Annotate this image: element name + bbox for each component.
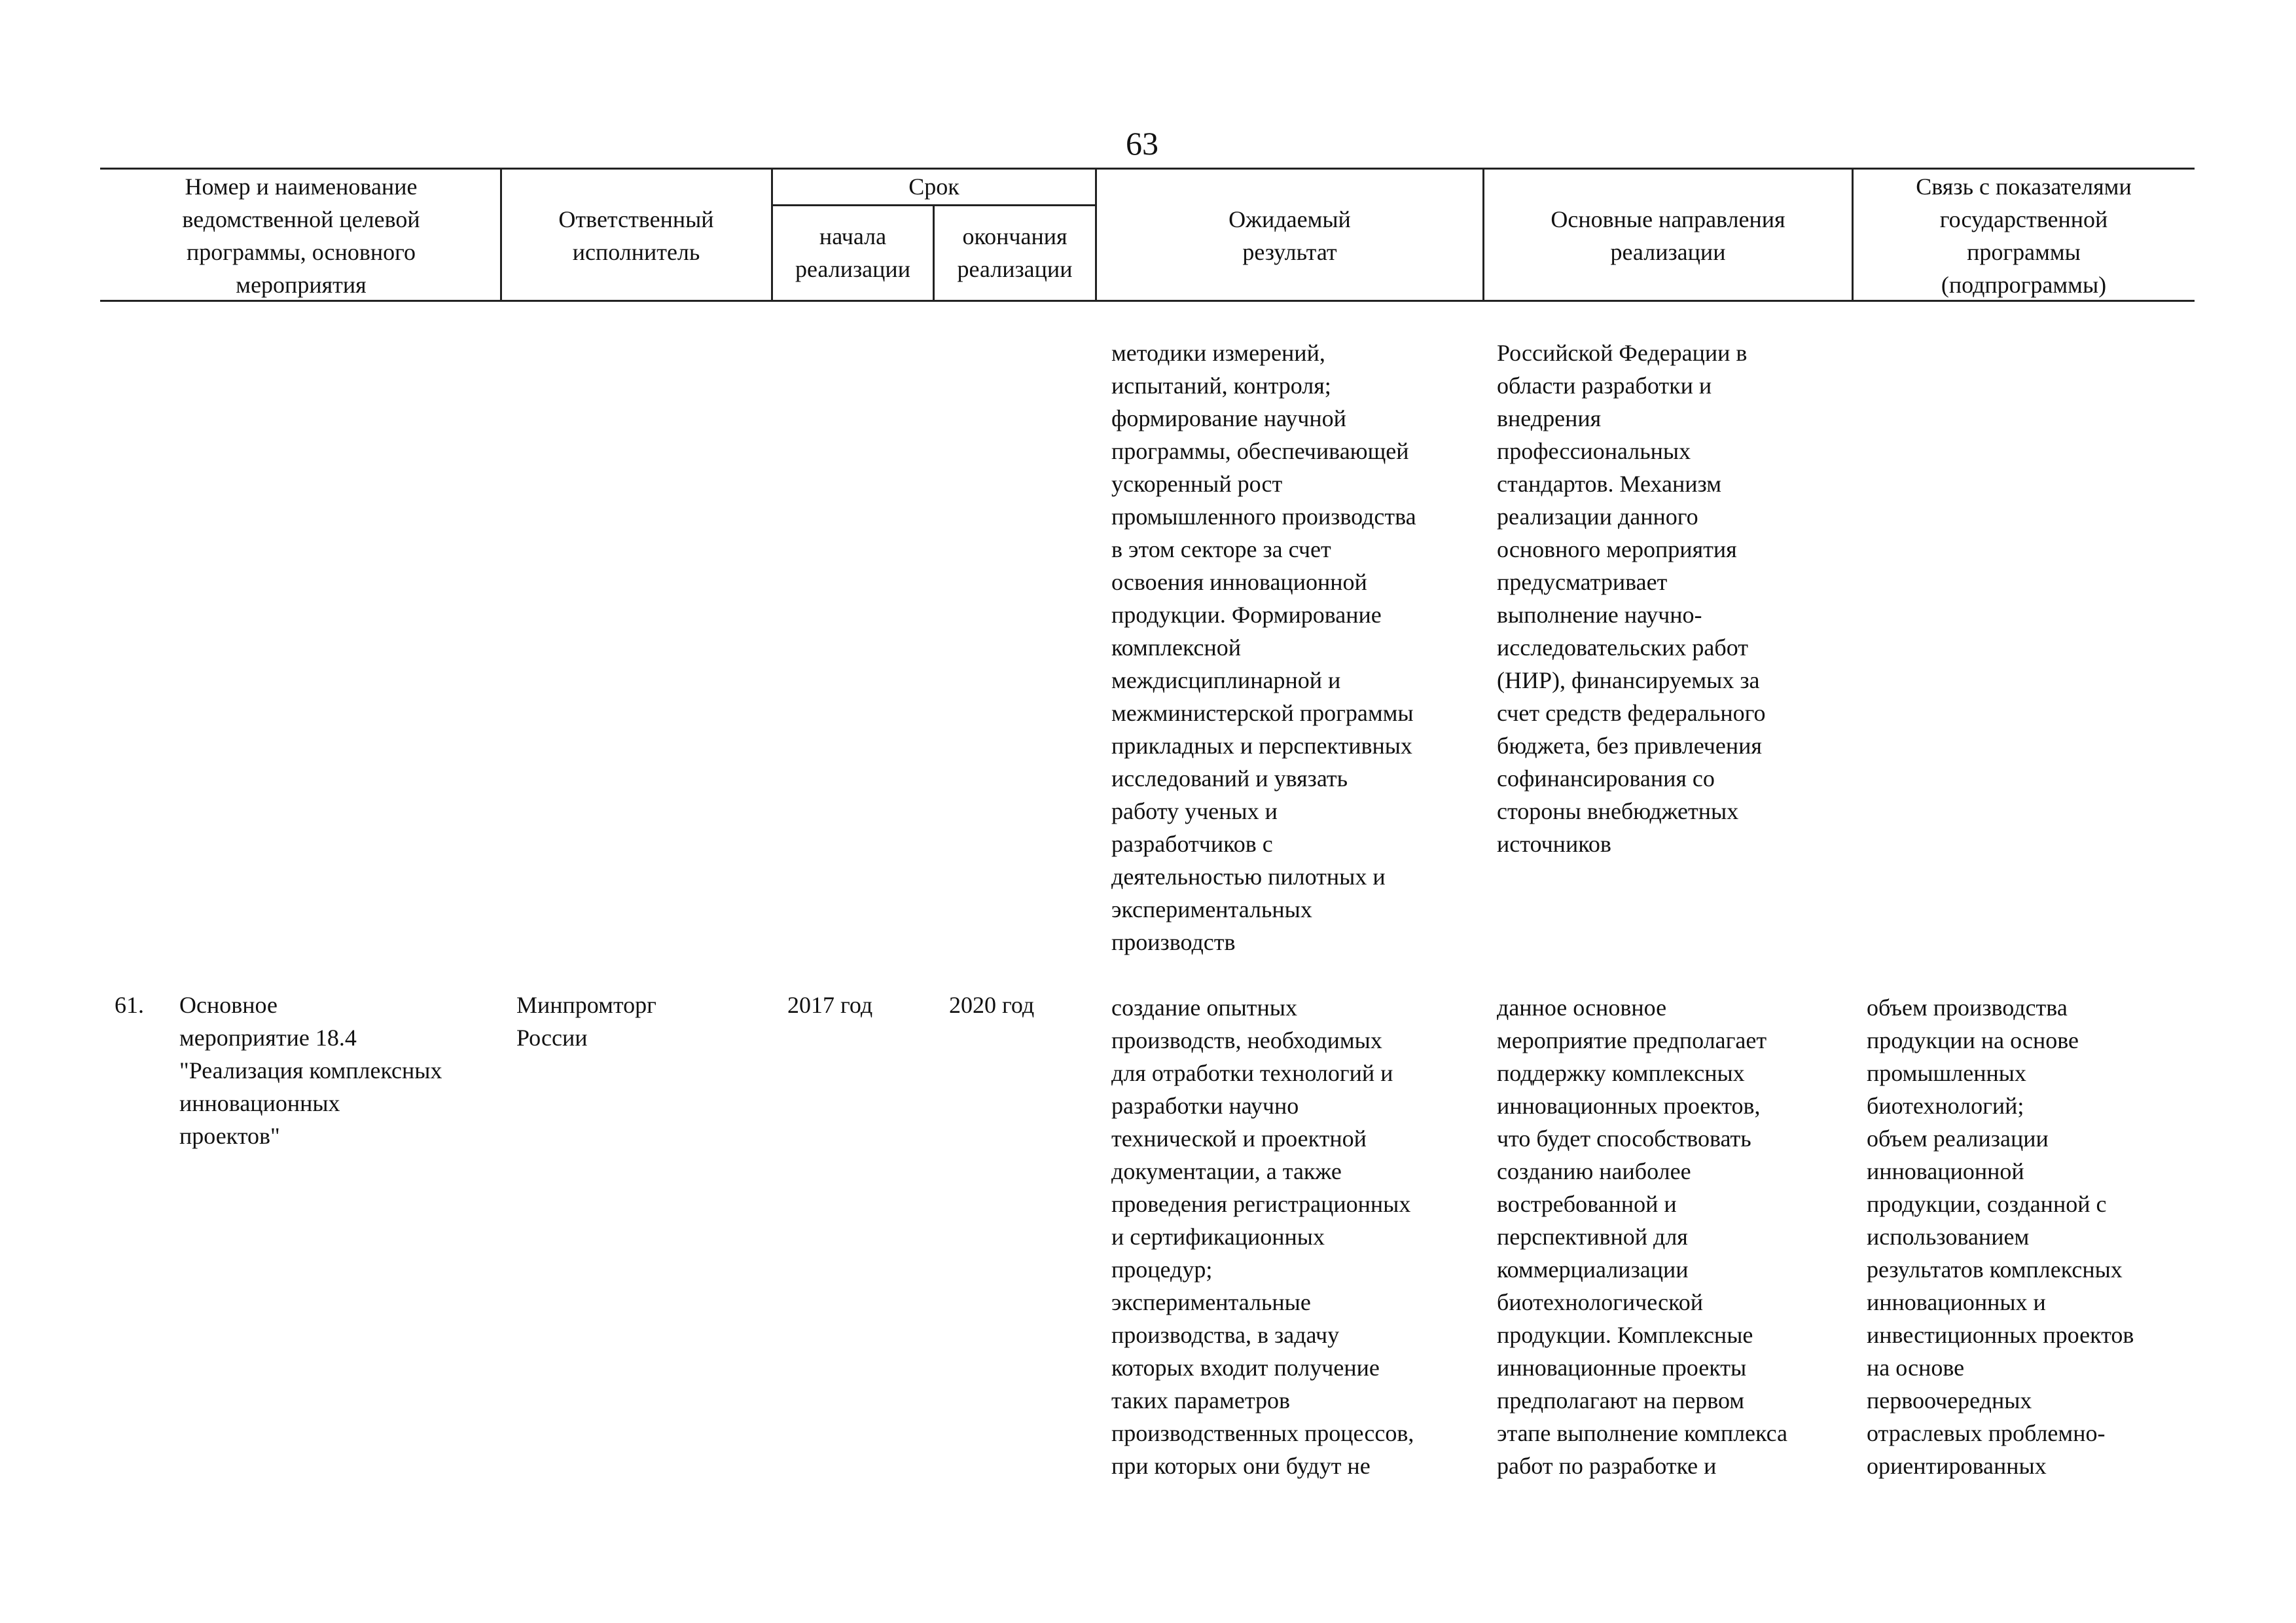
text-line: "Реализация комплексных xyxy=(179,1057,442,1084)
text-line: предполагают на первом xyxy=(1497,1387,1745,1413)
text-line: что будет способствовать xyxy=(1497,1125,1751,1152)
text-line: на основе xyxy=(1867,1355,1965,1381)
text-line: ориентированных xyxy=(1867,1453,2047,1479)
text-line: продукции. Формирование xyxy=(1111,602,1382,628)
text-line: Ответственный xyxy=(558,206,714,232)
text-line: создание опытных xyxy=(1111,994,1297,1021)
text-line: (НИР), финансируемых за xyxy=(1497,667,1760,693)
text-line: мероприятия xyxy=(236,272,367,298)
text-line: стандартов. Механизм xyxy=(1497,471,1722,497)
text-line: выполнение научно- xyxy=(1497,602,1702,628)
text-line: первоочередных xyxy=(1867,1387,2032,1413)
text-line: проектов" xyxy=(179,1123,280,1149)
header-col-start xyxy=(773,220,933,285)
text-line: этапе выполнение комплекса xyxy=(1497,1420,1788,1446)
text-line: исполнитель xyxy=(572,239,700,265)
header-col-indicators xyxy=(1854,170,2194,301)
page-number: 63 xyxy=(1126,125,1158,162)
text-line: окончания xyxy=(962,223,1067,249)
text-line: биотехнологической xyxy=(1497,1289,1704,1315)
text-line: мероприятие 18.4 xyxy=(179,1025,357,1051)
text-line: России xyxy=(516,1025,588,1051)
text-line: инновационные проекты xyxy=(1497,1355,1747,1381)
text-line: программы xyxy=(1967,239,2081,265)
text-line: Ожидаемый xyxy=(1229,206,1351,232)
text-line: Номер и наименование xyxy=(185,173,418,200)
text-line: и сертификационных xyxy=(1111,1224,1325,1250)
text-line: Минпромторг xyxy=(516,992,656,1018)
text-line: продукции. Комплексные xyxy=(1497,1322,1753,1348)
row-name xyxy=(179,989,442,1152)
text-line: счет средств федерального xyxy=(1497,700,1766,726)
text-line: реализации xyxy=(1610,239,1726,265)
text-line: инновационных проектов, xyxy=(1497,1093,1761,1119)
header-col-directions xyxy=(1484,203,1852,268)
text-line: промышленного производства xyxy=(1111,503,1416,530)
text-line: софинансирования со xyxy=(1497,765,1715,792)
text-line: промышленных xyxy=(1867,1060,2026,1086)
text-line: работу ученых и xyxy=(1111,798,1278,824)
text-line: основного мероприятия xyxy=(1497,536,1737,562)
text-line: объем реализации xyxy=(1867,1125,2049,1152)
text-line: коммерциализации xyxy=(1497,1256,1689,1283)
text-line: объем производства xyxy=(1867,994,2068,1021)
text-line: формирование научной xyxy=(1111,405,1346,431)
header-col-result xyxy=(1097,203,1482,268)
text-line: процедур; xyxy=(1111,1256,1213,1283)
text-line: освоения инновационной xyxy=(1111,569,1367,595)
text-line: использованием xyxy=(1867,1224,2030,1250)
text-line: производств xyxy=(1111,929,1236,955)
text-line: бюджета, без привлечения xyxy=(1497,733,1762,759)
text-line: Основное xyxy=(179,992,278,1018)
row-directions xyxy=(1497,337,1766,860)
text-line: ведомственной целевой xyxy=(182,206,420,232)
text-line: реализации xyxy=(795,256,910,282)
text-line: ускоренный рост xyxy=(1111,471,1283,497)
text-line: методики измерений, xyxy=(1111,340,1325,366)
text-line: востребованной и xyxy=(1497,1191,1677,1217)
table-top-border xyxy=(100,168,2195,170)
text-line: мероприятие предполагает xyxy=(1497,1027,1767,1053)
text-line: продукции на основе xyxy=(1867,1027,2079,1053)
text-line: при которых они будут не xyxy=(1111,1453,1371,1479)
text-line: стороны внебюджетных xyxy=(1497,798,1739,824)
text-line: области разработки и xyxy=(1497,373,1712,399)
text-line: которых входит получение xyxy=(1111,1355,1380,1381)
text-line: продукции, созданной с xyxy=(1867,1191,2107,1217)
text-line: производственных процессов, xyxy=(1111,1420,1414,1446)
header-col-end xyxy=(935,220,1095,285)
text-line: Российской Федерации в xyxy=(1497,340,1748,366)
text-line: профессиональных xyxy=(1497,438,1691,464)
text-line: инновационных и xyxy=(1867,1289,2046,1315)
row-executor xyxy=(516,989,656,1054)
text-line: (подпрограммы) xyxy=(1941,272,2107,298)
text-line: Связь с показателями xyxy=(1916,173,2132,200)
row-indicators xyxy=(1867,991,2134,1482)
text-line: программы, основного xyxy=(186,239,416,265)
header-col-executor xyxy=(502,203,770,268)
text-line: предусматривает xyxy=(1497,569,1668,595)
text-line: результатов комплексных xyxy=(1867,1256,2123,1283)
text-line: инновационной xyxy=(1867,1158,2024,1184)
text-line: междисциплинарной и xyxy=(1111,667,1341,693)
text-line: документации, а также xyxy=(1111,1158,1342,1184)
text-line: реализации xyxy=(957,256,1073,282)
text-line: государственной xyxy=(1939,206,2108,232)
text-line: производства, в задачу xyxy=(1111,1322,1340,1348)
text-line: результат xyxy=(1242,239,1337,265)
text-line: проведения регистрационных xyxy=(1111,1191,1411,1217)
text-line: поддержку комплексных xyxy=(1497,1060,1745,1086)
text-line: прикладных и перспективных xyxy=(1111,733,1412,759)
row-start: 2017 год xyxy=(787,992,873,1018)
text-line: экспериментальные xyxy=(1111,1289,1311,1315)
text-line: разработчиков с xyxy=(1111,831,1273,857)
text-line: экспериментальных xyxy=(1111,896,1312,922)
text-line: биотехнологий; xyxy=(1867,1093,2024,1119)
text-line: инновационных xyxy=(179,1090,340,1116)
text-line: производств, необходимых xyxy=(1111,1027,1382,1053)
text-line: испытаний, контроля; xyxy=(1111,373,1331,399)
text-line: инвестиционных проектов xyxy=(1867,1322,2134,1348)
text-line: внедрения xyxy=(1497,405,1602,431)
row-end: 2020 год xyxy=(949,992,1035,1018)
row-directions xyxy=(1497,991,1787,1482)
row-number: 61. xyxy=(115,992,144,1018)
text-line: исследований и увязать xyxy=(1111,765,1348,792)
text-line: комплексной xyxy=(1111,634,1242,661)
text-line: данное основное xyxy=(1497,994,1667,1021)
text-line: реализации данного xyxy=(1497,503,1698,530)
text-line: таких параметров xyxy=(1111,1387,1291,1413)
header-col-name xyxy=(105,170,497,301)
text-line: разработки научно xyxy=(1111,1093,1299,1119)
text-line: работ по разработке и xyxy=(1497,1453,1717,1479)
text-line: исследовательских работ xyxy=(1497,634,1748,661)
text-line: источников xyxy=(1497,831,1611,857)
text-line: межминистерской программы xyxy=(1111,700,1414,726)
header-srok: Срок xyxy=(908,173,960,200)
text-line: Основные направления xyxy=(1551,206,1785,232)
text-line: созданию наиболее xyxy=(1497,1158,1691,1184)
text-line: деятельностью пилотных и xyxy=(1111,864,1386,890)
text-line: начала xyxy=(819,223,887,249)
text-line: перспективной для xyxy=(1497,1224,1688,1250)
text-line: программы, обеспечивающей xyxy=(1111,438,1409,464)
text-line: технической и проектной xyxy=(1111,1125,1367,1152)
row-result xyxy=(1111,337,1416,958)
text-line: отраслевых проблемно- xyxy=(1867,1420,2106,1446)
text-line: в этом секторе за счет xyxy=(1111,536,1331,562)
text-line: для отработки технологий и xyxy=(1111,1060,1393,1086)
row-result xyxy=(1111,991,1414,1482)
